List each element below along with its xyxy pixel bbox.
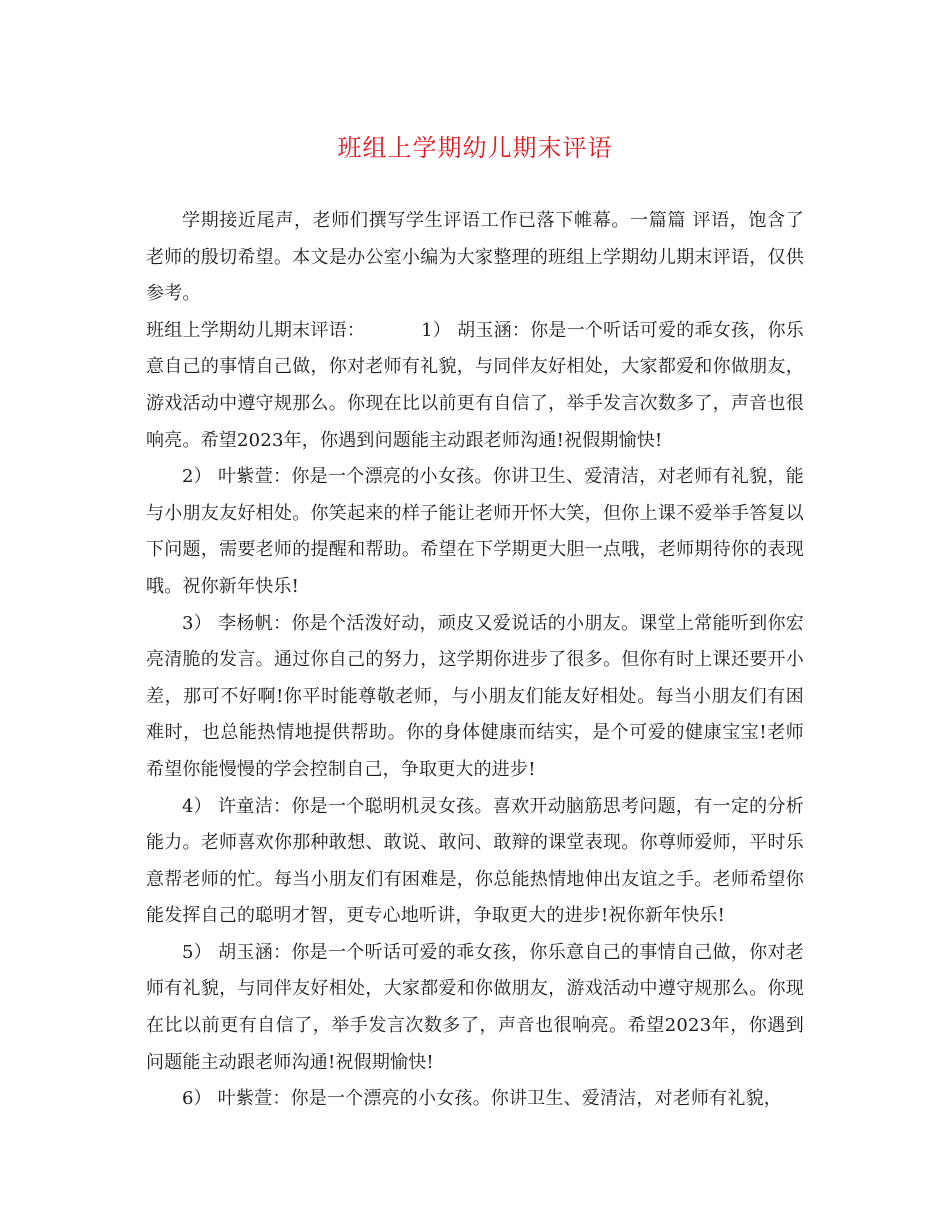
comment-paragraph-5: 5） 胡玉涵：你是一个听话可爱的乖女孩，你乐意自己的事情自己做，你对老师有礼貌，与同伴友好相处，大家都爱和你做朋友，游戏活动中遵守规那么。你现在比以前更有自信了，举手发言次数多了，声音也很响亮。希望2023年，你遇到问题能主动跟老师沟通!祝假期愉快! [146, 941, 804, 1073]
intro-paragraph: 学期接近尾声，老师们撰写学生评语工作已落下帷幕。一篇篇 评语，饱含了老师的殷切希望。本文是办公室小编为大家整理的班组上学期幼儿期末评语，仅供参考。 [146, 210, 804, 305]
document-title: 班组上学期幼儿期末评语 [337, 134, 613, 162]
comment-paragraph-3: 3） 李杨帆：你是个活泼好动，顽皮又爱说话的小朋友。课堂上常能听到你宏亮清脆的发言。通过你自己的努力，这学期你进步了很多。但你有时上课还要开小差，那可不好啊!你平时能尊敬老师，与小朋友们能友好相处。每当小朋友们有困难时，也总能热情地提供帮助。你的身体健康而结实，是个可爱的健康宝宝!老师希望你能慢慢的学会控制自己，争取更大的进步! [146, 612, 804, 780]
comment-text-1: 1） 胡玉涵：你是一个听话可爱的乖女孩，你乐意自己的事情自己做，你对老师有礼貌，与同伴友好相处，大家都爱和你做朋友，游戏活动中遵守规那么。你现在比以前更有自信了，举手发言次数多了，声音也很响亮。希望2023年，你遇到问题能主动跟老师沟通!祝假期愉快! [146, 319, 804, 451]
comment-paragraph-6: 6） 叶紫萱：你是一个漂亮的小女孩。你讲卫生、爱清洁，对老师有礼貌， [182, 1088, 782, 1110]
section-label: 班组上学期幼儿期末评语： [146, 319, 366, 341]
comment-paragraph-1 [146, 313, 804, 459]
document-page [146, 0, 804, 1230]
document-body [146, 203, 804, 1118]
comment-paragraph-4: 4） 许童洁：你是一个聪明机灵女孩。喜欢开动脑筋思考问题，有一定的分析能力。老师喜欢你那种敢想、敢说、敢问、敢辩的课堂表现。你尊师爱师，平时乐意帮老师的忙。每当小朋友们有困难是，你总能热情地伸出友谊之手。老师希望你能发挥自己的聪明才智，更专心地听讲，争取更大的进步!祝你新年快乐! [146, 795, 804, 927]
comment-paragraph-2: 2） 叶紫萱：你是一个漂亮的小女孩。你讲卫生、爱清洁，对老师有礼貌，能与小朋友友好相处。你笑起来的样子能让老师开怀大笑，但你上课不爱举手答复以下问题，需要老师的提醒和帮助。希望在下学期更大胆一点哦，老师期待你的表现哦。祝你新年快乐! [146, 466, 804, 597]
